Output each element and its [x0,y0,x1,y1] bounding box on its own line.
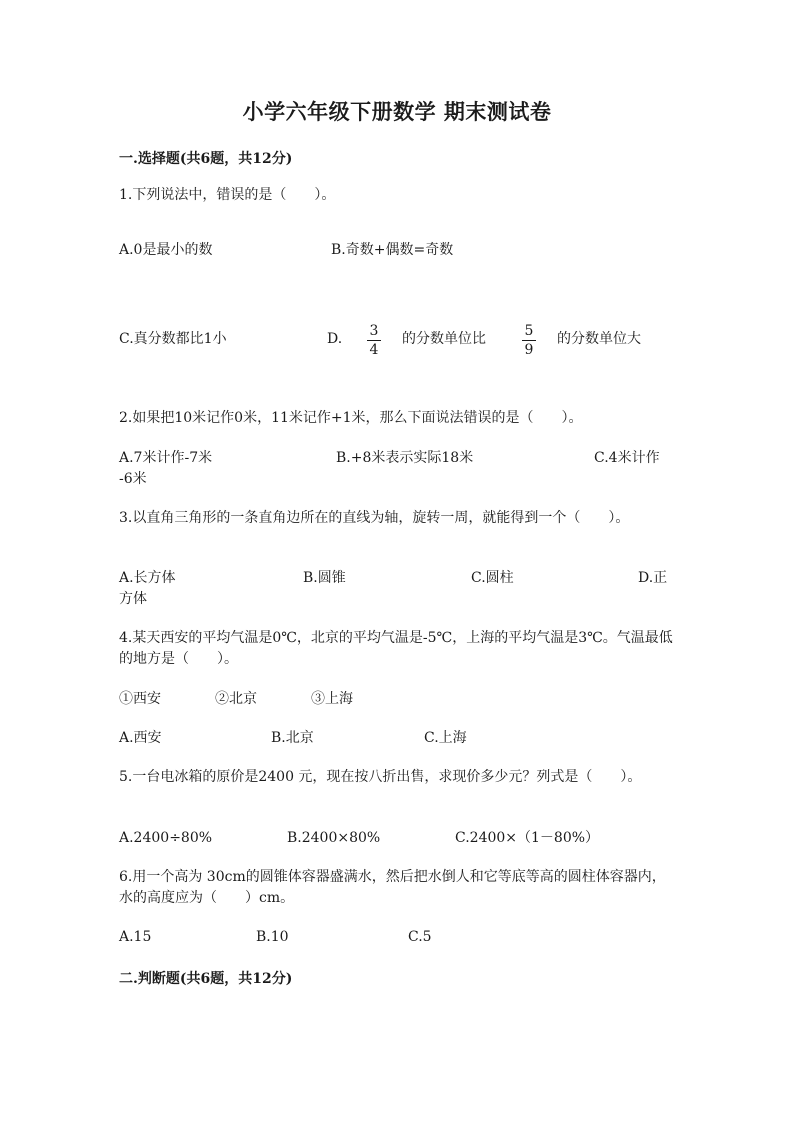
q4-choice-3: ③上海 [311,691,353,707]
question-6-text: 6.用一个高为 30cm的圆锥体容器盛满水，然后把水倒人和它等底等高的圆柱体容器内，水的高度应为（ ）cm。 [119,869,666,906]
q2-option-c[interactable]: C.4米计作 [594,450,660,466]
q1-fraction-2 [522,323,536,358]
q4-choice-1: ①西安 [119,691,161,707]
q1-fraction-1 [367,323,381,358]
fraction-bar [522,340,536,341]
q6-option-c[interactable]: C.5 [408,929,432,945]
question-4-text: 4.某天西安的平均气温是0℃，北京的平均气温是-5℃，上海的平均气温是3℃。气温最低的地方是（ ）。 [119,630,673,667]
question-1-text: 1.下列说法中，错误的是（ ）。 [119,187,336,203]
q2-option-b[interactable]: B.+8米表示实际18米 [336,450,474,466]
q3-option-b[interactable]: B.圆锥 [303,570,346,586]
q1-option-b[interactable]: B.奇数+偶数=奇数 [331,242,454,258]
fraction-numerator: 5 [524,323,534,339]
q1-option-d-suffix: 的分数单位大 [557,331,641,347]
q3-option-d-wrap: 方体 [119,591,147,607]
q5-option-a[interactable]: A.2400÷80% [119,830,213,846]
fraction-numerator: 3 [369,323,379,339]
q3-option-a[interactable]: A.长方体 [119,570,176,586]
q5-option-c[interactable]: C.2400×（1－80%） [455,830,600,846]
q3-option-c[interactable]: C.圆柱 [471,570,514,586]
q2-option-c-wrap: -6米 [119,471,147,487]
fraction-denominator: 9 [524,342,534,358]
q2-option-a[interactable]: A.7米计作-7米 [119,450,213,466]
q6-option-b[interactable]: B.10 [256,929,289,945]
q1-option-c[interactable]: C.真分数都比1小 [119,331,227,347]
q1-option-a[interactable]: A.0是最小的数 [119,242,213,258]
q3-option-d[interactable]: D.正 [638,570,668,586]
section-heading-judgement: 二.判断题(共6题，共12分) [119,971,293,987]
question-3-text: 3.以直角三角形的一条直角边所在的直线为轴，旋转一周，就能得到一个（ ）。 [119,510,630,526]
q4-option-b[interactable]: B.北京 [271,730,314,746]
section-heading-choice: 一.选择题(共6题，共12分) [119,151,293,167]
q1-option-d-prefix: D. [327,331,343,347]
fraction-denominator: 4 [369,342,379,358]
q1-option-d-middle: 的分数单位比 [402,331,486,347]
fraction-bar [367,340,381,341]
q5-option-b[interactable]: B.2400×80% [287,830,381,846]
page-title: 小学六年级下册数学 期末测试卷 [242,99,552,124]
q4-option-a[interactable]: A.西安 [119,730,162,746]
question-2-text: 2.如果把10米记作0米，11米记作+1米，那么下面说法错误的是（ ）。 [119,410,583,426]
q6-option-a[interactable]: A.15 [119,929,152,945]
q4-option-c[interactable]: C.上海 [424,730,467,746]
question-5-text: 5.一台电冰箱的原价是2400 元，现在按八折出售，求现价多少元？列式是（ ）。 [119,769,642,785]
q4-choice-2: ②北京 [215,691,257,707]
